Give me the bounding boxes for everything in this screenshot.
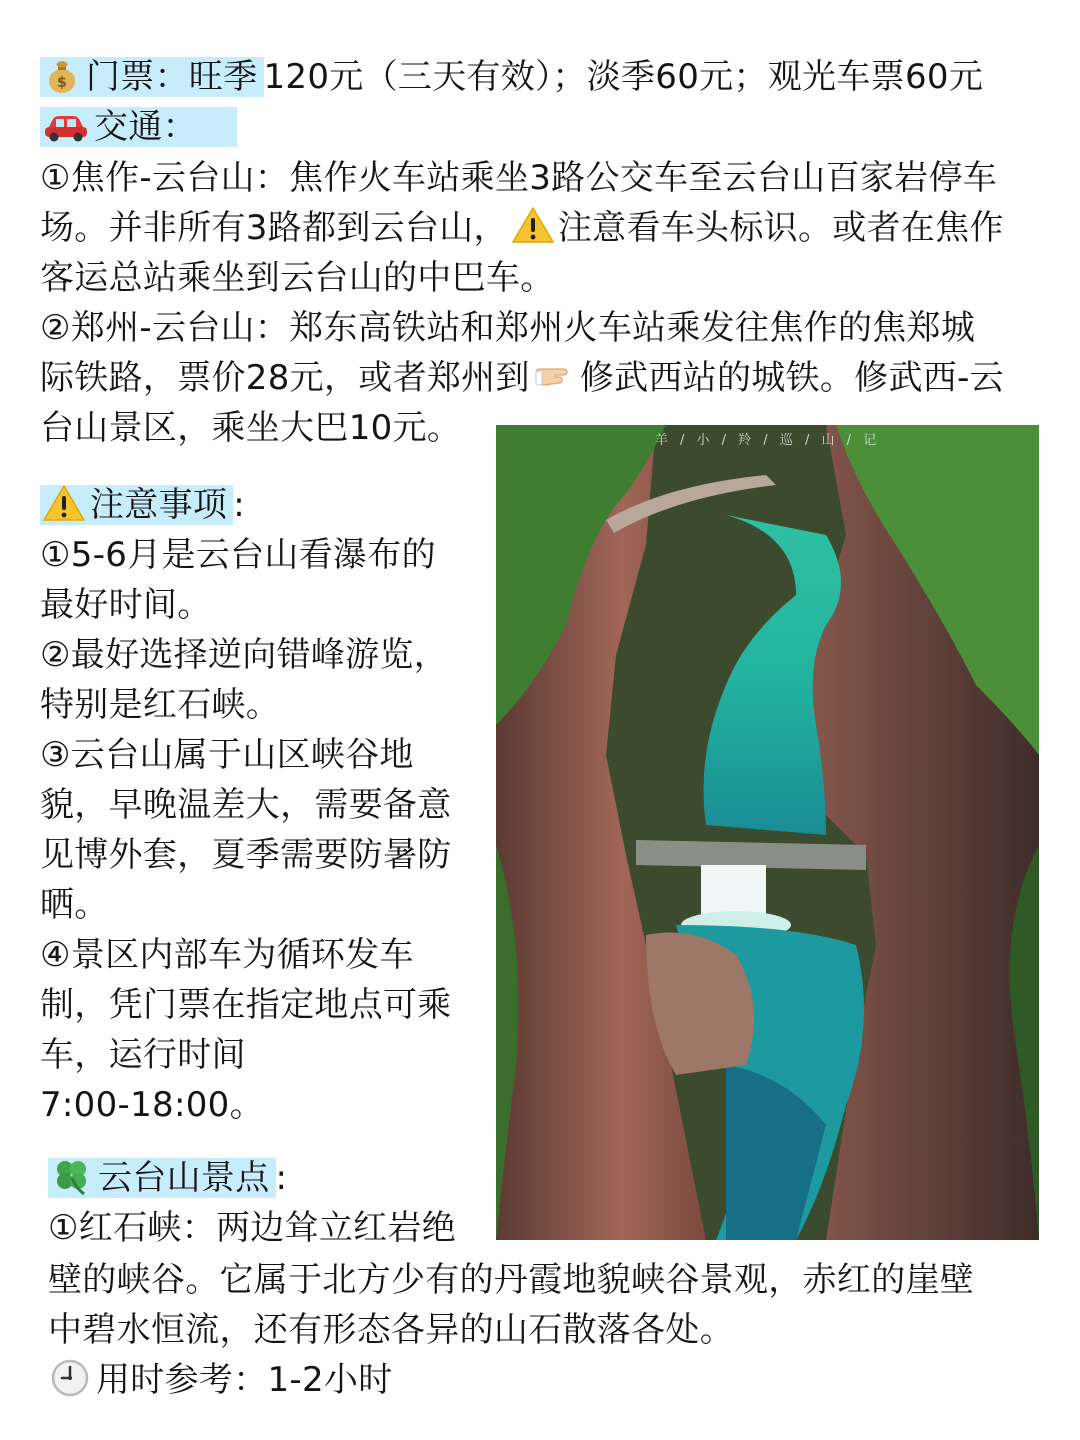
ticket-line: $ 门票：旺季 120元（三天有效）；淡季60元；观光车票60元 bbox=[40, 52, 983, 102]
canyon-photo bbox=[496, 425, 1039, 1240]
canyon-illustration bbox=[496, 425, 1039, 1240]
spots-line: 中碧水恒流，还有形态各异的山石散落各处。 bbox=[48, 1310, 734, 1350]
warning-icon bbox=[511, 205, 555, 245]
notes-highlight: 注意事项 bbox=[40, 485, 233, 525]
pointing-hand-icon bbox=[533, 355, 577, 395]
clock-icon bbox=[48, 1358, 92, 1398]
route1-line-1: ①焦作-云台山：焦作火车站乘坐3路公交车至云台山百家岩停车 bbox=[40, 158, 998, 198]
spots-line: ①红石峡：两边耸立红岩绝 bbox=[48, 1208, 457, 1248]
notes-line: 最好时间。 bbox=[40, 585, 212, 625]
photo-watermark: 羊 / 小 / 羚 / 巡 / 山 / 记 bbox=[654, 433, 881, 448]
transport-highlight: 交通： bbox=[40, 107, 237, 147]
notes-line: 制，凭门票在指定地点可乘 bbox=[40, 985, 452, 1025]
route2-line-1: ②郑州-云台山：郑东高铁站和郑州火车站乘发往焦作的焦郑城 bbox=[40, 308, 976, 348]
spots-highlight: 云台山景点 bbox=[48, 1158, 276, 1198]
notes-line: ①5-6月是云台山看瀑布的 bbox=[40, 535, 436, 575]
money-bag-icon bbox=[42, 55, 82, 95]
route1-line-2: 场。并非所有3路都到云台山， 注意看车头标识。或者在焦作 bbox=[40, 203, 1004, 253]
transport-heading bbox=[40, 102, 237, 152]
notes-line: ②最好选择逆向错峰游览， bbox=[40, 635, 449, 675]
notes-line: 晒。 bbox=[40, 885, 109, 925]
notes-heading: 注意事项 : bbox=[40, 480, 245, 530]
time-reference: 用时参考：1-2小时 bbox=[48, 1355, 393, 1405]
notes-line: ③云台山属于山区峡谷地 bbox=[40, 735, 414, 775]
notes-line: 貌，早晚温差大，需要备意 bbox=[40, 785, 452, 825]
notes-line: ④景区内部车为循环发车 bbox=[40, 935, 414, 975]
ticket-highlight: $ 门票：旺季 bbox=[40, 57, 264, 97]
spots-line: 壁的峡谷。它属于北方少有的丹霞地貌峡谷景观，赤红的崖壁 bbox=[48, 1260, 975, 1300]
notes-line: 特别是红石峡。 bbox=[40, 685, 281, 725]
notes-line: 车，运行时间 bbox=[40, 1035, 246, 1075]
svg-text:$: $ bbox=[56, 75, 68, 91]
notes-line: 见博外套，夏季需要防暑防 bbox=[40, 835, 452, 875]
notes-warning-icon bbox=[42, 483, 86, 523]
spots-heading: 云台山景点 : bbox=[48, 1153, 287, 1203]
notes-line: 7:00-18:00。 bbox=[40, 1085, 264, 1125]
route2-line-3: 台山景区，乘坐大巴10元。 bbox=[40, 408, 462, 448]
route1-line-3: 客运总站乘坐到云台山的中巴车。 bbox=[40, 258, 555, 298]
route2-line-2: 际铁路，票价28元，或者郑州到 修武西站的城铁。修武西-云 bbox=[40, 353, 1004, 403]
car-icon bbox=[42, 105, 90, 145]
clover-icon bbox=[50, 1156, 94, 1196]
